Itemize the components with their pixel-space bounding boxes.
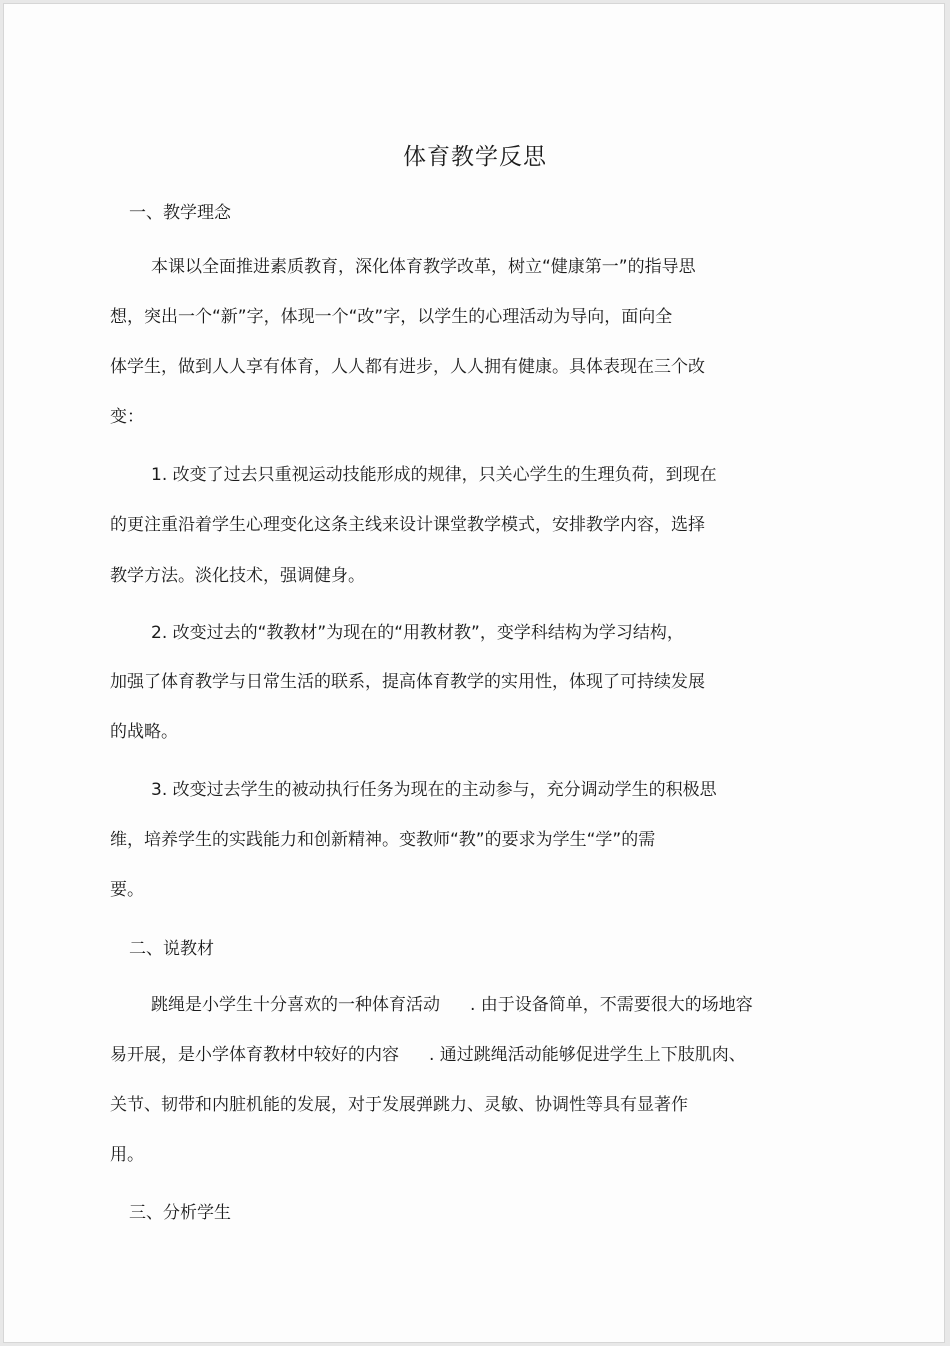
paragraph-line: 关节、韧带和内脏机能的发展，对于发展弹跳力、灵敏、协调性等具有显著作 — [110, 1095, 688, 1115]
document-title: 体育教学反思 — [403, 144, 547, 170]
paragraph-line: 3. 改变过去学生的被动执行任务为现在的主动参与，充分调动学生的积极思 — [151, 780, 717, 800]
line-segment: 跳绳是小学生十分喜欢的一种体育活动 — [151, 995, 440, 1015]
paragraph-line — [151, 995, 753, 1015]
paragraph-line: 本课以全面推进素质教育，深化体育教学改革，树立“健康第一”的指导思 — [151, 257, 696, 277]
paragraph-line: 要。 — [110, 880, 144, 900]
paragraph-line: 体学生，做到人人享有体育，人人都有进步，人人拥有健康。具体表现在三个改 — [110, 357, 705, 377]
paragraph-line — [110, 1045, 746, 1065]
line-segment: . 通过跳绳活动能够促进学生上下肢肌肉、 — [429, 1045, 746, 1065]
paragraph-line: 1. 改变了过去只重视运动技能形成的规律，只关心学生的生理负荷，到现在 — [151, 465, 717, 485]
paragraph-line: 用。 — [110, 1145, 144, 1165]
paragraph-line: 2. 改变过去的“教教材”为现在的“用教材教”，变学科结构为学习结构， — [151, 623, 684, 643]
paragraph-line: 教学方法。淡化技术，强调健身。 — [110, 566, 365, 586]
section-heading: 一、教学理念 — [129, 203, 231, 223]
line-segment: . 由于设备简单，不需要很大的场地容 — [470, 995, 753, 1015]
paragraph-line: 加强了体育教学与日常生活的联系，提高体育教学的实用性，体现了可持续发展 — [110, 672, 705, 692]
paragraph-line: 维，培养学生的实践能力和创新精神。变教师“教”的要求为学生“学”的需 — [110, 830, 656, 850]
document-page — [3, 3, 945, 1343]
paragraph-line: 变： — [110, 407, 144, 427]
line-segment: 易开展，是小学体育教材中较好的内容 — [110, 1045, 399, 1065]
section-heading: 二、说教材 — [129, 939, 214, 959]
section-heading: 三、分析学生 — [129, 1203, 231, 1223]
paragraph-line: 想，突出一个“新”字，体现一个“改”字，以学生的心理活动为导向，面向全 — [110, 307, 673, 327]
paragraph-line: 的更注重沿着学生心理变化这条主线来设计课堂教学模式，安排教学内容，选择 — [110, 515, 705, 535]
paragraph-line: 的战略。 — [110, 722, 178, 742]
